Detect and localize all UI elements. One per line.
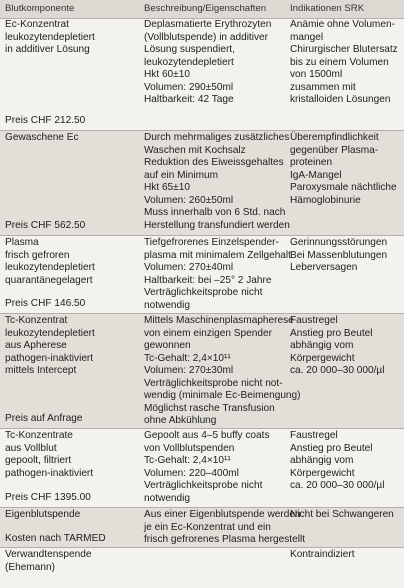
indications-cell: Nicht bei Schwangeren: [290, 509, 394, 520]
table-header: [0, 0, 404, 19]
price-cell: Preis auf Anfrage: [5, 413, 83, 424]
header-indications: Indikationen SRK: [290, 3, 365, 14]
component-cell: Verwandtenspende (Ehemann): [5, 549, 92, 573]
component-cell: Tc-Konzentrate aus Vollblut gepoolt, filtriert pathogen-inaktiviert: [5, 430, 94, 479]
component-cell: Plasma frisch gefroren leukozytendepletiert quarantänegelagert: [5, 237, 95, 286]
table-row: [0, 18, 404, 131]
header-description: Beschreibung/Eigenschaften: [144, 3, 267, 14]
table-row: [0, 314, 404, 429]
indications-cell: Gerinnungsstörungen Bei Massenblutungen Leberversagen: [290, 237, 388, 273]
price-cell: Preis CHF 212.50: [5, 115, 86, 126]
price-cell: Preis CHF 1395.00: [5, 492, 91, 503]
description-cell: Mittels Maschinenplasmapherese von einem einzigen Spender gewonnen Tc-Gehalt: 2,4×10¹¹ Volumen: 270±30ml Verträglichkeitsprobe nicht not- wendig (minimale Ec-Beimengung) Möglichst rasche Transfusion ohne Abkühlung: [144, 315, 301, 426]
table-row: [0, 548, 404, 588]
description-cell: Durch mehrmaliges zusätzliches Waschen mit Kochsalz Reduktion des Eiweissgehaltes auf ein Minimum Hkt 65±10 Volumen: 260±50ml Muss innerhalb von 6 Std. nach Herstellung transfundiert werden: [144, 132, 290, 231]
table-row: [0, 429, 404, 508]
header-component: Blutkomponente: [5, 3, 75, 14]
indications-cell: Überempfindlichkeit gegenüber Plasma- proteinen IgA-Mangel Paroxysmale nächtliche Hämoglobinurie: [290, 132, 397, 206]
table-row: [0, 508, 404, 548]
component-cell: Gewaschene Ec: [5, 132, 79, 143]
price-cell: Preis CHF 146.50: [5, 298, 86, 309]
indications-cell: Anämie ohne Volumen- mangel Chirurgischer Blutersatz bis zu einem Volumen von 1500ml zusammen mit kristalloiden Lösungen: [290, 19, 398, 105]
table-row: [0, 131, 404, 236]
price-cell: Kosten nach TARMED: [5, 533, 106, 544]
indications-cell: Faustregel Anstieg pro Beutel abhängig vom Körpergewicht ca. 20 000–30 000/µl: [290, 430, 385, 491]
description-cell: Tiefgefrorenes Einzelspender- plasma mit minimalem Zellgehalt Volumen: 270±40ml Haltbarkeit: bei –25° 2 Jahre Verträglichkeitsprobe nicht notwendig: [144, 237, 291, 311]
indications-cell: Kontraindiziert: [290, 549, 355, 560]
description-cell: Gepoolt aus 4–5 buffy coats von Vollblutspenden Tc-Gehalt: 2,4×10¹¹ Volumen: 220–400ml Verträglichkeitsprobe nicht notwendig: [144, 430, 270, 504]
component-cell: Eigenblutspende: [5, 509, 81, 520]
description-cell: Aus einer Eigenblutspende werden je ein Ec-Konzentrat und ein frisch gefrorenes Plasma hergestellt: [144, 509, 306, 545]
price-cell: Preis CHF 562.50: [5, 220, 86, 231]
component-cell: Ec-Konzentrat leukozytendepletiert in additiver Lösung: [5, 19, 95, 55]
description-cell: Deplasmatierte Erythrozyten (Vollblutspende) in additiver Lösung suspendiert, leukozytendepletiert Hkt 60±10 Volumen: 290±50ml Haltbarkeit: 42 Tage: [144, 19, 272, 105]
component-cell: Tc-Konzentrat leukozytendepletiert aus Apherese pathogen-inaktiviert mittels Intercept: [5, 315, 95, 376]
table-row: [0, 236, 404, 314]
indications-cell: Faustregel Anstieg pro Beutel abhängig vom Körpergewicht ca. 20 000–30 000/µl: [290, 315, 385, 376]
